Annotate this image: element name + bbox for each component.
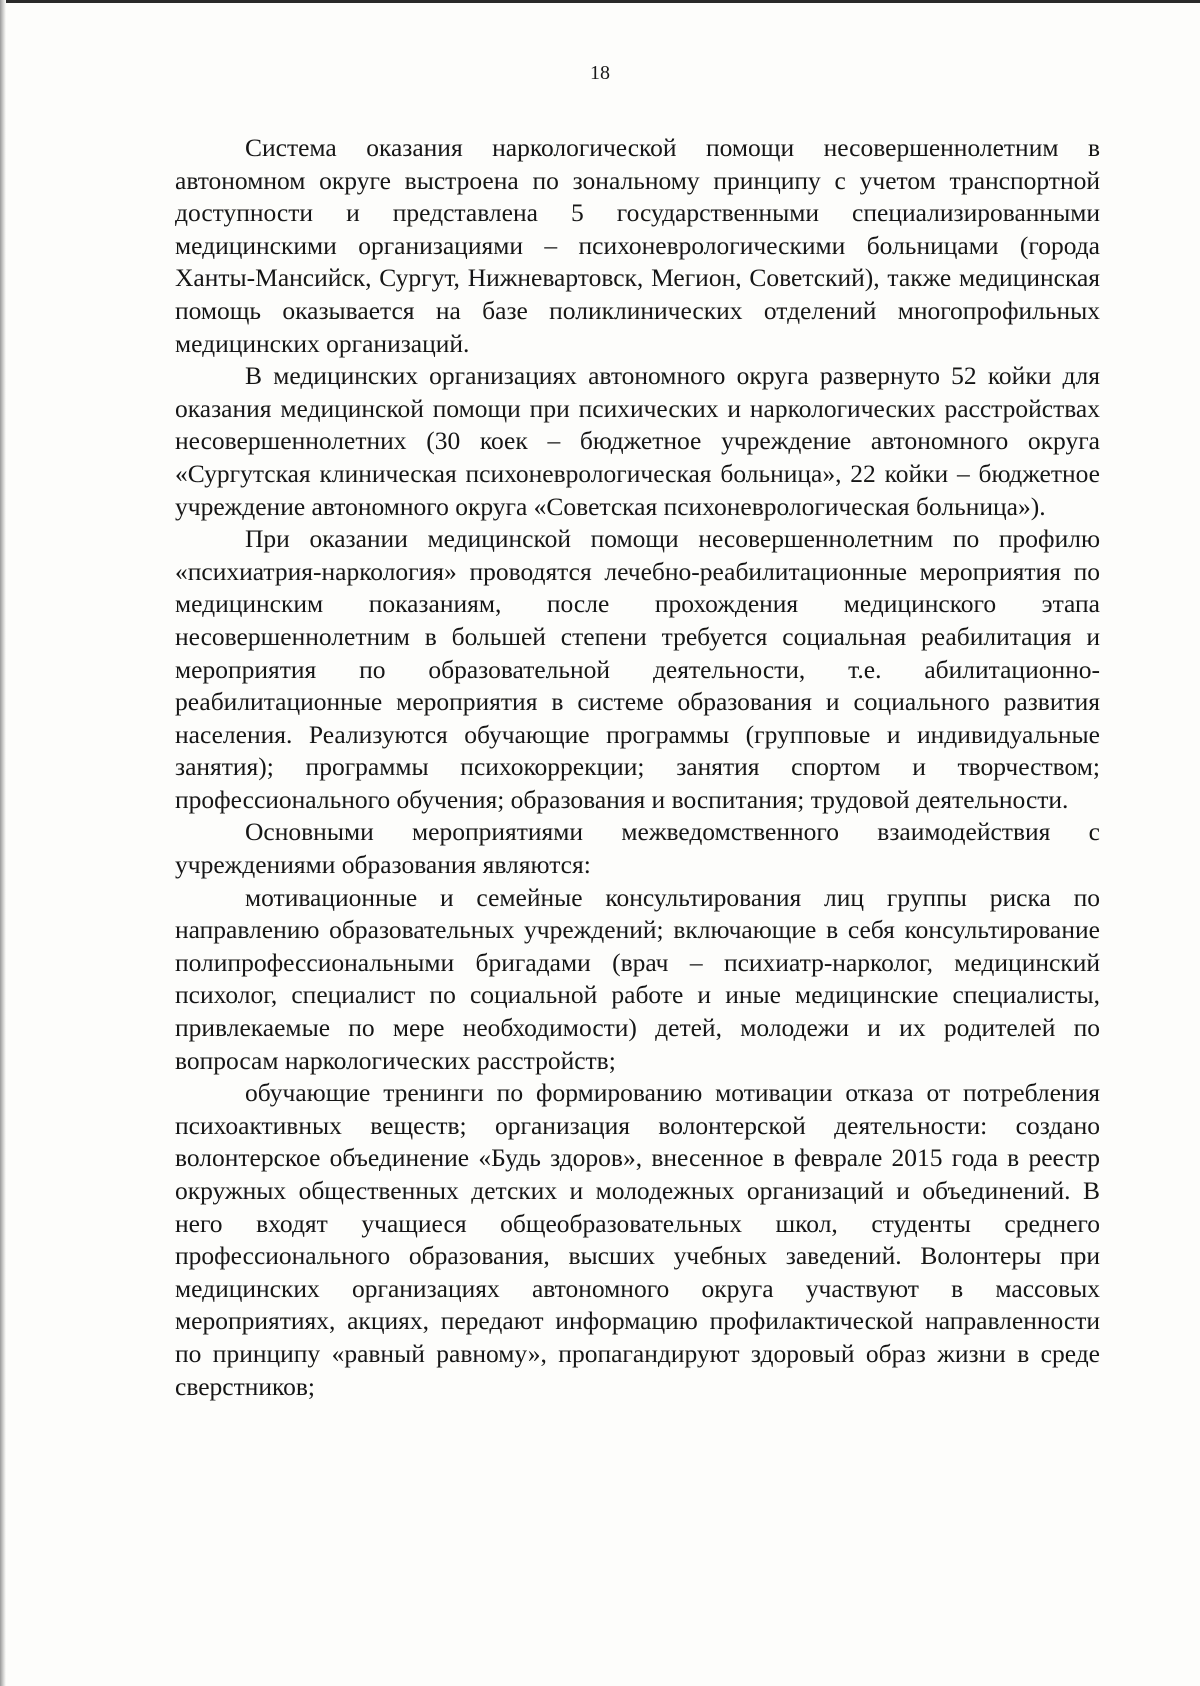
paragraph-interagency: Основными мероприятиями межведомственного взаимодействия с учреждениями образования являются: xyxy=(175,817,1100,880)
top-border-line xyxy=(0,0,1200,3)
paragraph-rehabilitation: При оказании медицинской помощи несовершеннолетним по профилю «психиатрия-наркология» проводятся лечебно-реабилитационные мероприятия по медицинским показаниям, после прохождения медицинского этапа несовершеннолетним в большей степени требуется социальная реабилитация и мероприятия по образовательной деятельности, т.е. абилитационно-реабилитационные мероприятия в системе образования и социального развития населения. Реализуются обучающие программы (групповые и индивидуальные занятия); программы психокоррекции; занятия спортом и творчеством; профессионального обучения; образования и воспитания; трудовой деятельности. xyxy=(175,524,1100,814)
scan-edge xyxy=(0,0,6,1686)
paragraph-beds: В медицинских организациях автономного округа развернуто 52 койки для оказания медицинской помощи при психических и наркологических расстройствах несовершеннолетних (30 коек – бюджетное учреждение автономного округа «Сургутская клиническая психоневрологическая больница», 22 койки – бюджетное учреждение автономного округа «Советская психоневрологическая больница»). xyxy=(175,361,1100,521)
paragraph-trainings: обучающие тренинги по формированию мотивации отказа от потребления психоактивных веществ; организация волонтерской деятельности: создано волонтерское объединение «Будь здоров», внесенное в феврале 2015 года в реестр окружных общественных детских и молодежных организаций и объединений. В него входят учащиеся общеобразовательных школ, студенты среднего профессионального образования, высших учебных заведений. Волонтеры при медицинских организациях автономного округа участвуют в массовых мероприятиях, акциях, передают информацию профилактической направленности по принципу «равный равному», пропагандируют здоровый образ жизни в среде сверстников; xyxy=(175,1078,1100,1401)
paragraph-consulting: мотивационные и семейные консультирования лиц группы риска по направлению образовательных учреждений; включающие в себя консультирование полипрофессиональными бригадами (врач – психиатр-нарколог, медицинский психолог, специалист по социальной работе и иные медицинские специалисты, привлекаемые по мере необходимости) детей, молодежи и их родителей по вопросам наркологических расстройств; xyxy=(175,882,1100,1075)
document-body xyxy=(175,132,1100,1403)
page-number: 18 xyxy=(590,62,610,84)
paragraph-system: Система оказания наркологической помощи несовершеннолетним в автономном округе выстроена по зональному принципу с учетом транспортной доступности и представлена 5 государственными специализированными медицинскими организациями – психоневрологическими больницами (города Ханты-Мансийск, Сургут, Нижневартовск, Мегион, Советский), также медицинская помощь оказывается на базе поликлинических отделений многопрофильных медицинских организаций. xyxy=(175,133,1100,358)
